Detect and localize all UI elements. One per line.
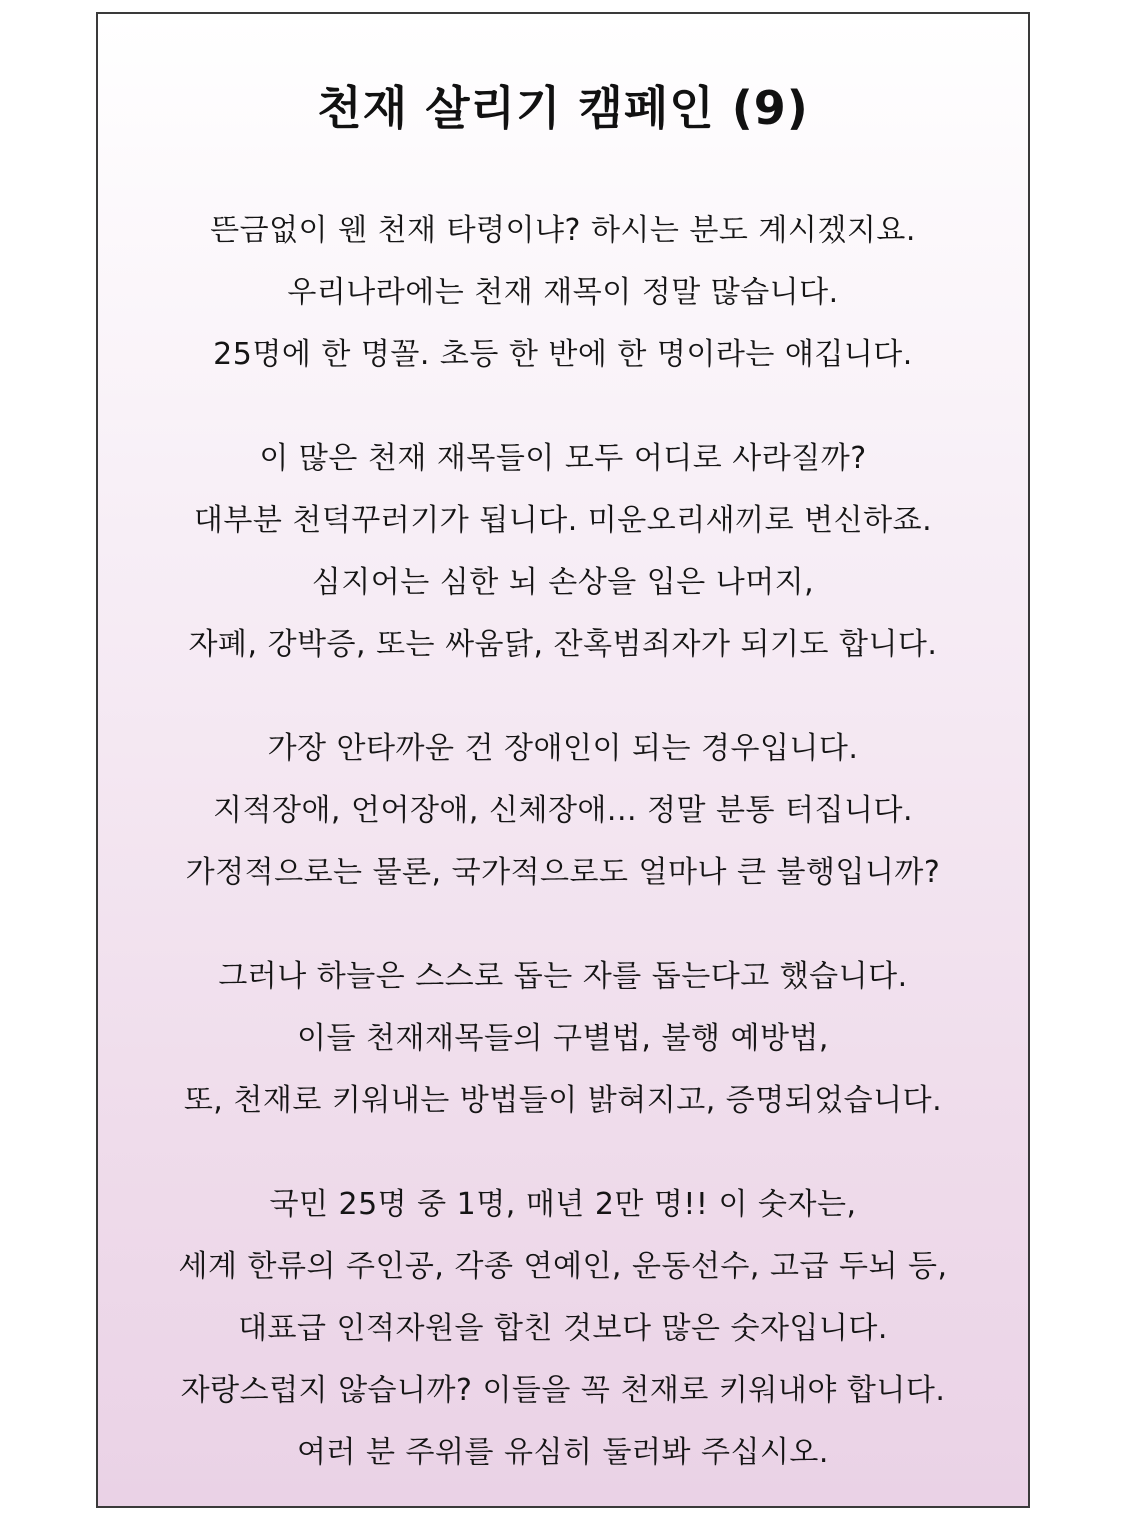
paragraph-1 xyxy=(98,200,1028,386)
text-line: 대부분 천덕꾸러기가 됩니다. 미운오리새끼로 변신하죠. xyxy=(193,503,933,538)
text-line: 세계 한류의 주인공, 각종 연예인, 운동선수, 고급 두뇌 등, xyxy=(178,1249,948,1284)
paragraph-2 xyxy=(98,428,1028,676)
text-line: 뜬금없이 웬 천재 타령이냐? 하시는 분도 계시겠지요. xyxy=(210,213,916,248)
text-line: 심지어는 심한 뇌 손상을 입은 나머지, xyxy=(311,565,815,600)
campaign-body xyxy=(98,200,1028,1526)
text-line: 가정적으로는 물론, 국가적으로도 얼마나 큰 불행입니까? xyxy=(185,855,941,890)
campaign-card xyxy=(96,12,1030,1508)
page-title: 천재 살리기 캠페인 (9) xyxy=(317,81,809,135)
text-line: 대표급 인적자원을 합친 것보다 많은 숫자입니다. xyxy=(238,1311,888,1346)
text-line: 그러나 하늘은 스스로 돕는 자를 돕는다고 했습니다. xyxy=(218,959,908,994)
text-line: 이 많은 천재 재목들이 모두 어디로 사라질까? xyxy=(259,441,867,476)
paragraph-3 xyxy=(98,718,1028,904)
text-line: 자랑스럽지 않습니까? 이들을 꼭 천재로 키워내야 합니다. xyxy=(180,1373,946,1408)
text-line: 25명에 한 명꼴. 초등 한 반에 한 명이라는 얘깁니다. xyxy=(213,337,913,372)
paragraph-4 xyxy=(98,946,1028,1132)
text-line: 국민 25명 중 1명, 매년 2만 명!! 이 숫자는, xyxy=(269,1187,857,1222)
text-line: 여러 분 주위를 유심히 둘러봐 주십시오. xyxy=(297,1435,829,1470)
text-line: 가장 안타까운 건 장애인이 되는 경우입니다. xyxy=(267,731,859,766)
paragraph-5 xyxy=(98,1174,1028,1484)
text-line: 또, 천재로 키워내는 방법들이 밝혀지고, 증명되었습니다. xyxy=(183,1083,943,1118)
text-line: 지적장애, 언어장애, 신체장애... 정말 분통 터집니다. xyxy=(213,793,913,828)
text-line: 이들 천재재목들의 구별법, 불행 예방법, xyxy=(297,1021,829,1056)
text-line: 자폐, 강박증, 또는 싸움닭, 잔혹범죄자가 되기도 합니다. xyxy=(188,627,938,662)
text-line: 우리나라에는 천재 재목이 정말 많습니다. xyxy=(287,275,839,310)
